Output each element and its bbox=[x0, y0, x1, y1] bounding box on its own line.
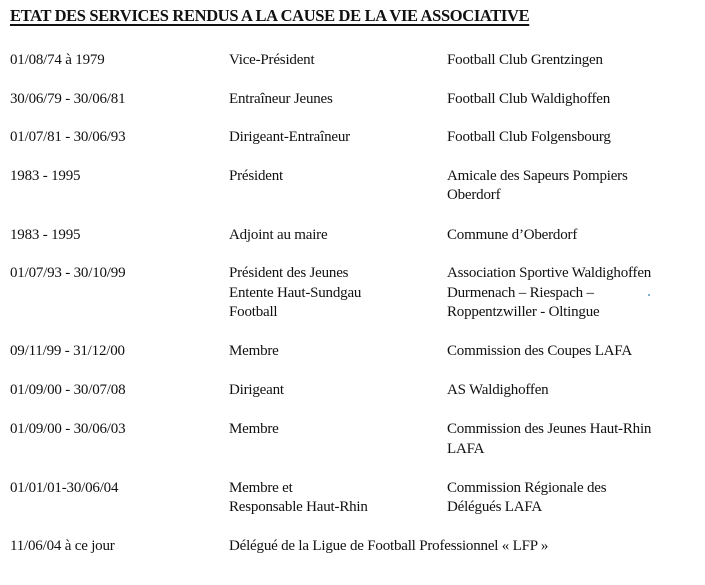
organization: AS Waldighoffen bbox=[447, 382, 549, 398]
organization: Amicale des Sapeurs Pompiers bbox=[447, 168, 628, 184]
organization: Football Club Folgensbourg bbox=[447, 129, 611, 145]
period: 11/06/04 à ce jour bbox=[10, 538, 115, 554]
role: Membre et bbox=[229, 480, 293, 496]
role: Vice-Président bbox=[229, 52, 315, 68]
role: Dirigeant-Entraîneur bbox=[229, 129, 350, 145]
period: 1983 - 1995 bbox=[10, 227, 81, 243]
role-line-3: Football bbox=[229, 304, 278, 320]
period: 01/07/81 - 30/06/93 bbox=[10, 129, 126, 145]
role: Président bbox=[229, 168, 284, 184]
role: Adjoint au maire bbox=[229, 227, 328, 243]
organization-line-2: Durmenach – Riespach – bbox=[447, 285, 594, 301]
organization-line-2: LAFA bbox=[447, 441, 485, 457]
organization: Football Club Grentzingen bbox=[447, 52, 603, 68]
organization: Commission Régionale des bbox=[447, 480, 607, 496]
period: 01/01/01-30/06/04 bbox=[10, 480, 119, 496]
role: Membre bbox=[229, 343, 279, 359]
role-line-2: Entente Haut-Sundgau bbox=[229, 285, 362, 301]
organization-line-3: Roppentzwiller - Oltingue bbox=[447, 304, 600, 320]
period: 01/07/93 - 30/10/99 bbox=[10, 265, 126, 281]
scan-speck bbox=[648, 294, 650, 296]
organization: Commission des Jeunes Haut-Rhin bbox=[447, 421, 652, 437]
role: Entraîneur Jeunes bbox=[229, 91, 333, 107]
organization: Commission des Coupes LAFA bbox=[447, 343, 632, 359]
organization-line-2: Délégués LAFA bbox=[447, 499, 543, 515]
document-title: ETAT DES SERVICES RENDUS A LA CAUSE DE LA VIE ASSOCIATIVE bbox=[10, 6, 530, 25]
period: 30/06/79 - 30/06/81 bbox=[10, 91, 126, 107]
organization: Commune d’Oberdorf bbox=[447, 227, 578, 243]
period: 01/09/00 - 30/07/08 bbox=[10, 382, 126, 398]
role: Dirigeant bbox=[229, 382, 284, 398]
role: Membre bbox=[229, 421, 279, 437]
role: Président des Jeunes bbox=[229, 265, 349, 281]
role: Délégué de la Ligue de Football Professionnel « LFP » bbox=[229, 538, 549, 554]
period: 1983 - 1995 bbox=[10, 168, 81, 184]
organization: Football Club Waldighoffen bbox=[447, 91, 611, 107]
role-line-2: Responsable Haut-Rhin bbox=[229, 499, 368, 515]
organization-line-2: Oberdorf bbox=[447, 187, 501, 203]
organization: Association Sportive Waldighoffen bbox=[447, 265, 652, 281]
period: 01/08/74 à 1979 bbox=[10, 52, 105, 68]
period: 01/09/00 - 30/06/03 bbox=[10, 421, 126, 437]
period: 09/11/99 - 31/12/00 bbox=[10, 343, 125, 359]
